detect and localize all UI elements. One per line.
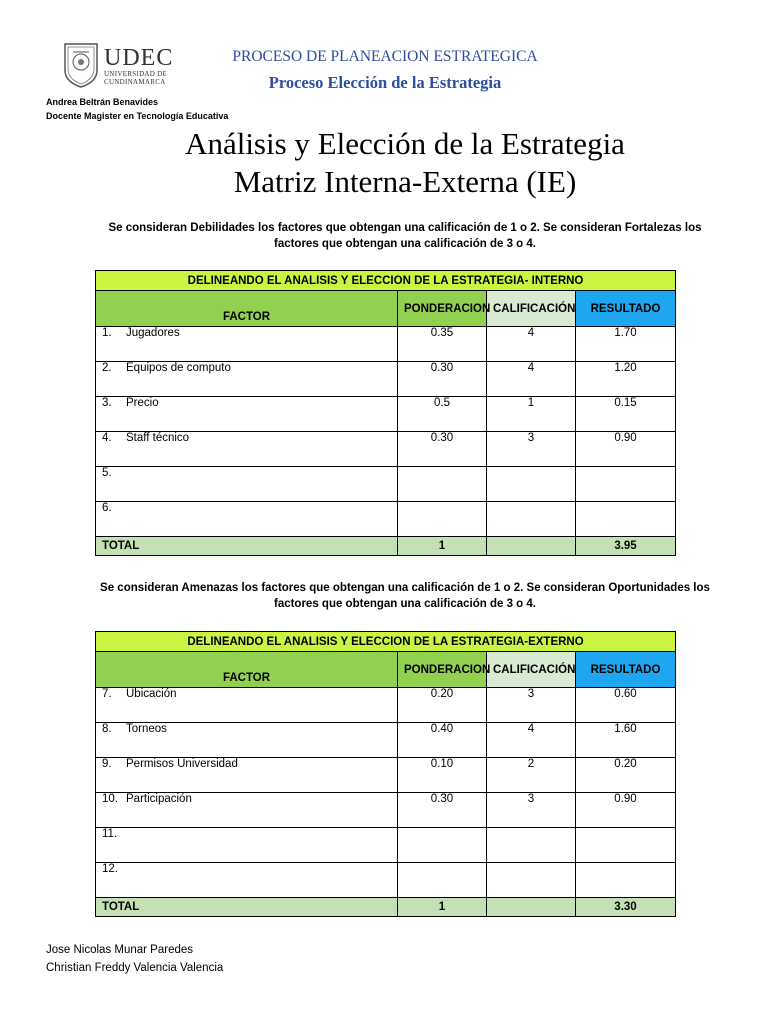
ponderacion-cell: 0.30 (398, 793, 487, 828)
total-calificacion (487, 898, 576, 917)
calificacion-cell: 3 (487, 688, 576, 723)
header-resultado: RESULTADO (576, 652, 676, 688)
total-label: TOTAL (96, 898, 398, 917)
factor-name: Ubicación (126, 688, 177, 700)
resultado-cell (576, 502, 676, 537)
calificacion-cell: 4 (487, 327, 576, 362)
ponderacion-cell (398, 467, 487, 502)
calificacion-cell (487, 467, 576, 502)
table-row (96, 432, 676, 467)
note-external-line1: Se consideran Amenazas los factores que obtengan una calificación de 1 o 2. Se consideran Oportunidades los (100, 582, 710, 594)
calificacion-cell: 1 (487, 397, 576, 432)
ponderacion-cell: 0.20 (398, 688, 487, 723)
calificacion-cell: 4 (487, 362, 576, 397)
factor-cell (96, 327, 398, 362)
total-row (96, 537, 676, 556)
factor-name: Participación (126, 793, 192, 805)
header-calificacion: CALIFICACIÓN (487, 291, 576, 327)
factor-number: 2. (102, 362, 112, 374)
logo-wordmark (104, 46, 194, 86)
header-title: PROCESO DE PLANEACION ESTRATEGICA (232, 48, 538, 65)
factor-name: Equipos de computo (126, 362, 231, 374)
ponderacion-cell (398, 863, 487, 898)
ponderacion-cell (398, 828, 487, 863)
total-row (96, 898, 676, 917)
author-name: Andrea Beltrán Benavides (46, 97, 159, 107)
footer-name-1: Jose Nicolas Munar Paredes (46, 944, 194, 956)
header-factor: FACTOR (96, 291, 398, 327)
total-ponderacion: 1 (398, 537, 487, 556)
note-external (80, 580, 730, 612)
note-internal-line2: factores que obtengan una calificación de 3 o 4. (273, 238, 536, 250)
note-internal (80, 220, 730, 252)
calificacion-cell: 3 (487, 432, 576, 467)
factor-number: 12. (102, 863, 118, 875)
total-resultado: 3.95 (576, 537, 676, 556)
factor-number: 1. (102, 327, 112, 339)
total-ponderacion: 1 (398, 898, 487, 917)
table-row (96, 863, 676, 898)
external-table-title: DELINEANDO EL ANALISIS Y ELECCION DE LA ESTRATEGIA-EXTERNO (96, 632, 676, 652)
footer-name-2: Christian Freddy Valencia Valencia (46, 962, 224, 974)
resultado-cell: 0.90 (576, 793, 676, 828)
resultado-cell: 0.20 (576, 758, 676, 793)
factor-cell (96, 723, 398, 758)
factor-cell (96, 793, 398, 828)
factor-name: Precio (126, 397, 159, 409)
factor-number: 4. (102, 432, 112, 444)
table-row (96, 397, 676, 432)
calificacion-cell (487, 828, 576, 863)
factor-name: Torneos (126, 723, 167, 735)
factor-cell (96, 863, 398, 898)
resultado-cell (576, 467, 676, 502)
resultado-cell: 0.15 (576, 397, 676, 432)
table-row (96, 502, 676, 537)
resultado-cell: 1.20 (576, 362, 676, 397)
header-ponderacion: PONDERACION (398, 652, 487, 688)
calificacion-cell: 3 (487, 793, 576, 828)
factor-cell (96, 502, 398, 537)
internal-table-title: DELINEANDO EL ANALISIS Y ELECCION DE LA ESTRATEGIA- INTERNO (96, 271, 676, 291)
note-internal-line1: Se consideran Debilidades los factores que obtengan una calificación de 1 o 2. Se consideran Fortalezas los (108, 222, 702, 234)
header-calificacion: CALIFICACIÓN (487, 652, 576, 688)
header-resultado: RESULTADO (576, 291, 676, 327)
table-row (96, 758, 676, 793)
factor-name: Permisos Universidad (126, 758, 238, 770)
table-row (96, 362, 676, 397)
main-title-line1: Análisis y Elección de la Estrategia (185, 126, 625, 161)
factor-number: 8. (102, 723, 112, 735)
ponderacion-cell: 0.30 (398, 432, 487, 467)
table-row (96, 723, 676, 758)
calificacion-cell (487, 502, 576, 537)
header-subtitle: Proceso Elección de la Estrategia (268, 73, 502, 92)
note-external-line2: factores que obtengan una calificación de 3 o 4. (273, 598, 536, 610)
factor-number: 5. (102, 467, 112, 479)
logo-sub-line2: CUNDINAMARCA (104, 78, 166, 86)
factor-cell (96, 397, 398, 432)
factor-cell (96, 467, 398, 502)
resultado-cell: 1.70 (576, 327, 676, 362)
ponderacion-cell: 0.35 (398, 327, 487, 362)
resultado-cell (576, 863, 676, 898)
internal-factor-table (95, 270, 676, 556)
factor-number: 11. (102, 828, 118, 840)
table-row (96, 327, 676, 362)
factor-number: 3. (102, 397, 112, 409)
header-ponderacion: PONDERACION (398, 291, 487, 327)
resultado-cell: 1.60 (576, 723, 676, 758)
total-resultado: 3.30 (576, 898, 676, 917)
resultado-cell: 0.60 (576, 688, 676, 723)
ponderacion-cell (398, 502, 487, 537)
logo-brand: UDEC (104, 45, 174, 71)
factor-cell (96, 828, 398, 863)
ponderacion-cell: 0.5 (398, 397, 487, 432)
factor-cell (96, 362, 398, 397)
factor-number: 6. (102, 502, 112, 514)
factor-cell (96, 432, 398, 467)
ponderacion-cell: 0.10 (398, 758, 487, 793)
table-row (96, 688, 676, 723)
calificacion-cell: 2 (487, 758, 576, 793)
resultado-cell (576, 828, 676, 863)
ponderacion-cell: 0.40 (398, 723, 487, 758)
external-factor-table (95, 631, 676, 917)
header-factor: FACTOR (96, 652, 398, 688)
table-row (96, 467, 676, 502)
factor-number: 9. (102, 758, 112, 770)
factor-cell (96, 688, 398, 723)
calificacion-cell: 4 (487, 723, 576, 758)
calificacion-cell (487, 863, 576, 898)
factor-name: Staff técnico (126, 432, 190, 444)
ponderacion-cell: 0.30 (398, 362, 487, 397)
resultado-cell: 0.90 (576, 432, 676, 467)
table-row (96, 793, 676, 828)
total-calificacion (487, 537, 576, 556)
table-row (96, 828, 676, 863)
factor-cell (96, 758, 398, 793)
factor-number: 7. (102, 688, 112, 700)
main-title-line2: Matriz Interna-Externa (IE) (233, 164, 577, 199)
factor-number: 10. (102, 793, 118, 805)
author-role: Docente Magister en Tecnología Educativa (46, 111, 229, 121)
factor-name: Jugadores (126, 327, 180, 339)
university-seal-logo (62, 40, 100, 88)
total-label: TOTAL (96, 537, 398, 556)
logo-sub-line1: UNIVERSIDAD DE (104, 70, 168, 78)
